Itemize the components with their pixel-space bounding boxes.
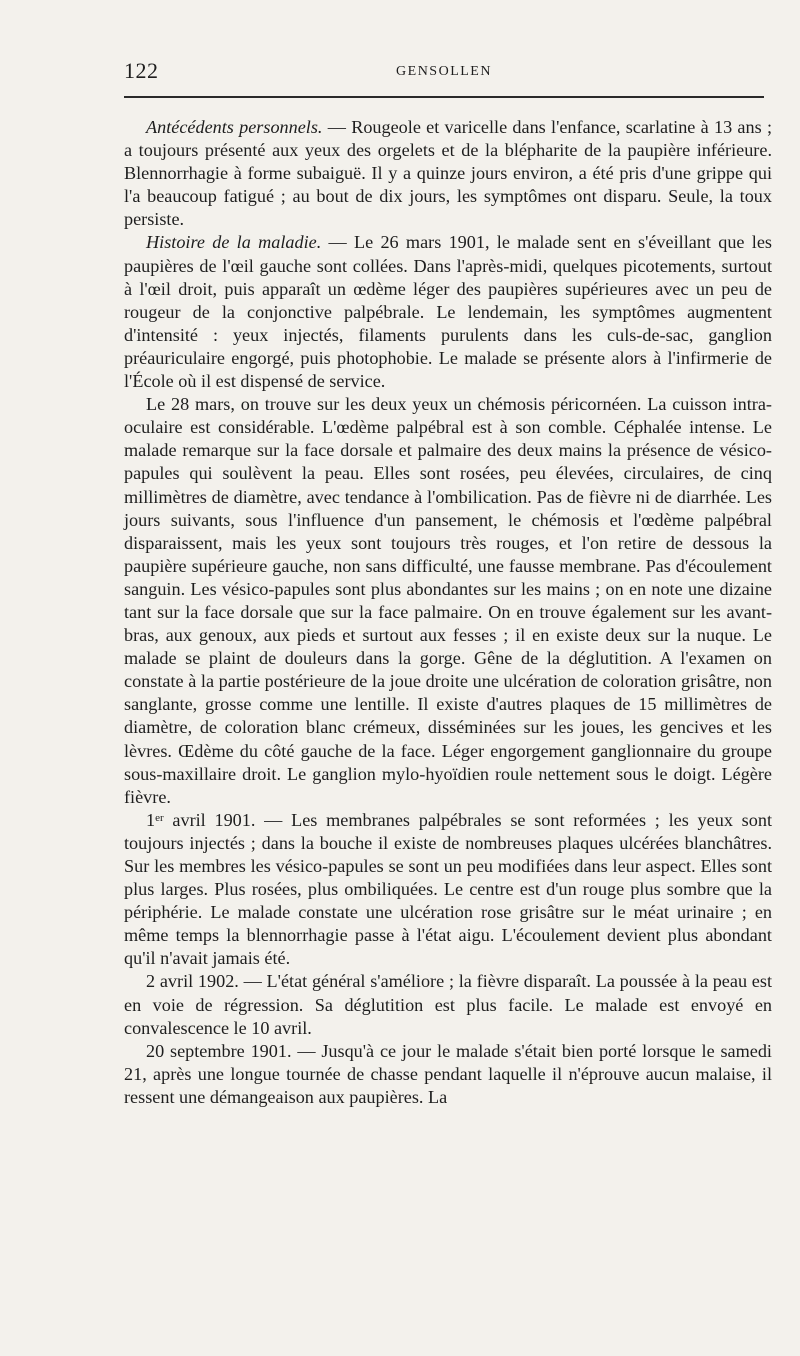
paragraph-20-septembre (124, 1040, 772, 1109)
paragraph-text: Le 28 mars, on trouve sur les deux yeux un chémosis péricornéen. La cuisson intra-oculaire est considérable. L'œdème palpébral est à son comble. Céphalée intense. Le malade remarque sur la face dorsale et palmaire des deux mains la présence de vésico-papules qui soulèvent la peau. Elles sont rosées, peu élevées, circulaires, de cinq millimètres de diamètre, avec tendance à l'ombilication. Pas de fièvre ni de diarrhée. Les jours suivants, sous l'influence d'un pansement, le chémosis et l'œdème palpébral disparaissent, mais les yeux sont toujours très rouges, et l'on retire de dessous la paupière supérieure gauche, non sans difficulté, une fausse membrane. Pas d'écoulement sanguin. Les vésico-papules sont plus abondantes sur les mains ; on en note une dizaine tant sur la face dorsale que sur la face palmaire. On en trouve également sur les avant-bras, aux genoux, aux pieds et surtout aux fesses ; il en existe deux sur la nuque. Le malade se plaint de douleurs dans la gorge. Gêne de la déglutition. A l'examen on constate à la partie postérieure de la joue droite une ulcération de coloration grisâtre, non sanglante, grosse comme une lentille. Il existe d'autres plaques de 15 millimètres de diamètre, de coloration blanc crémeux, disséminées sur les joues, les gencives et les lèvres. Œdème du côté gauche de la face. Léger engorgement ganglionnaire du groupe sous-maxillaire droit. Le ganglion mylo-hyoïdien roule nettement sous le doigt. Légère fièvre. (124, 394, 772, 807)
body-text (124, 116, 772, 1109)
header-rule (124, 96, 764, 98)
paragraph-text: 2 avril 1902. — L'état général s'améliore ; la fièvre disparaît. La poussée à la peau est en voie de régression. Sa déglutition est plus facile. Le malade est envoyé en convalescence le 10 avril. (124, 971, 772, 1038)
page-header (124, 58, 764, 88)
paragraph-text: avril 1901. — Les membranes palpébrales se sont reformées ; les yeux sont toujours injectés ; dans la bouche il existe de nombreuses plaques ulcérées blanchâtres. Sur les membres les vésico-papules se sont un peu modifiées dans leur aspect. Elles sont plus larges. Plus rosées, plus ombiliquées. Le centre est d'un rouge plus sombre que la périphérie. Le malade constate une ulcération rose grisâtre sur le méat urinaire ; en même temps la blennorrhagie passe à l'état aigu. L'écoulement devient plus abondant qu'il n'avait jamais été. (124, 809, 772, 969)
paragraph-date-day: 1 (146, 809, 156, 830)
paragraph-text: — Le 26 mars 1901, le malade sent en s'éveillant que les paupières de l'œil gauche sont collées. Dans l'après-midi, quelques picotements, surtout à l'œil droit, puis apparaît un œdème léger des paupières supérieures avec un peu de rougeur de la conjonctive palpébrale. Le lendemain, les symptômes augmentent d'intensité : yeux injectés, filaments purulents dans les culs-de-sac, ganglion préauriculaire engorgé, puis photophobie. Le malade se présente alors à l'infirmerie de l'École où il est dispensé de service. (124, 232, 772, 392)
paragraph-histoire (124, 231, 772, 393)
page-number: 122 (124, 58, 159, 83)
running-head: GENSOLLEN (396, 64, 492, 79)
paragraph-lead: Histoire de la maladie. (146, 232, 322, 253)
paragraph-text: — Rougeole et varicelle dans l'enfance, scarlatine à 13 ans ; a toujours présenté aux yeux des orgelets et de la blépharite de la paupière inférieure. Blennorrhagie à forme subaiguë. Il y a quinze jours environ, a été pris d'une grippe qui l'a beaucoup fatigué ; au bout de dix jours, les symptômes ont disparu. Seule, la toux persiste. (124, 117, 772, 230)
paragraph-date-sup: er (155, 811, 164, 824)
paragraph-lead: Antécédents personnels. (146, 117, 323, 137)
paragraph-2-avril (124, 970, 772, 1039)
paragraph-text: 20 septembre 1901. — Jusqu'à ce jour le malade s'était bien porté lorsque le samedi 21, après une longue tournée de chasse pendant laquelle il n'éprouve aucun malaise, il ressent une démangeaison aux paupières. La (124, 1040, 772, 1107)
paragraph-28-mars (124, 393, 772, 809)
paragraph-antecedents (124, 116, 772, 231)
paragraph-1-avril (124, 809, 772, 971)
